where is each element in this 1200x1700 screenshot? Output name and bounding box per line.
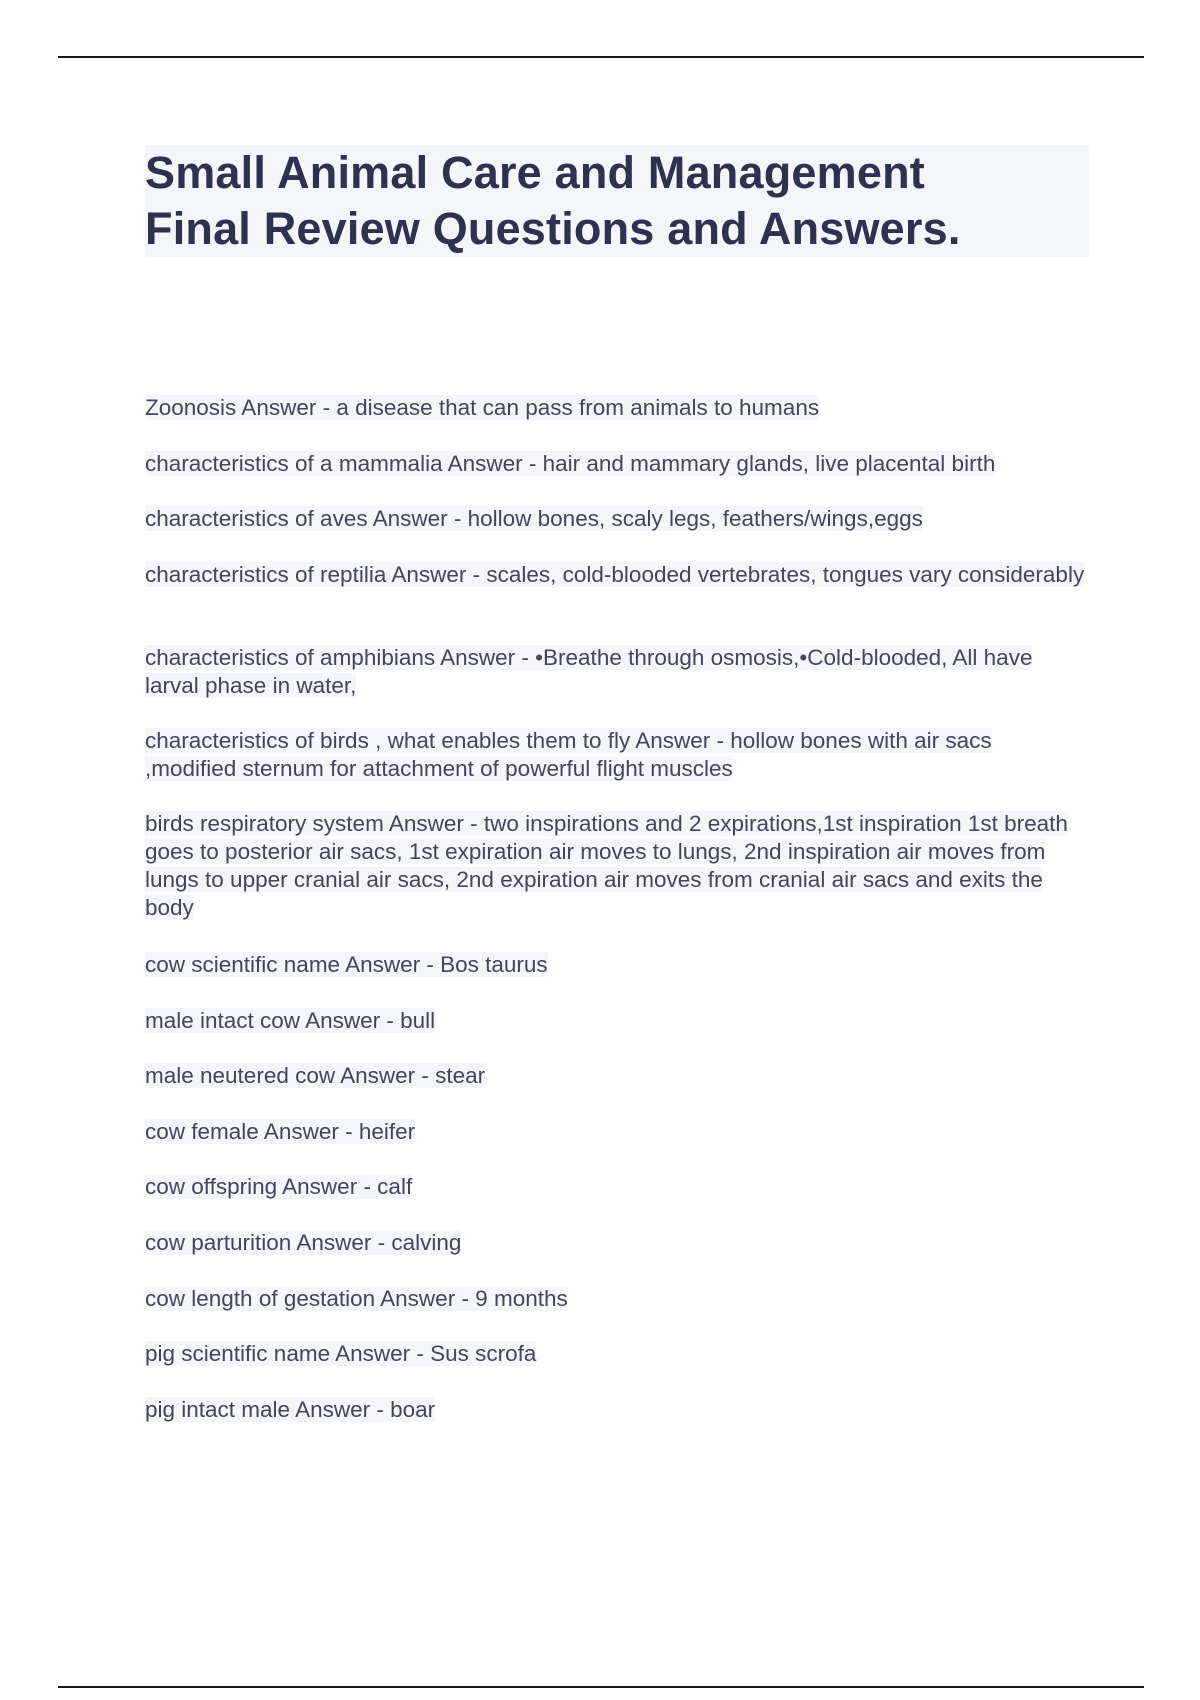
qa-item [145,505,1085,533]
qa-text: characteristics of reptilia Answer - scales, cold-blooded vertebrates, tongues vary considerably [145,562,1085,587]
qa-item [145,644,1085,700]
page-title [145,145,1089,257]
qa-item [145,1007,1085,1035]
qa-item [145,394,1085,422]
top-rule [58,56,1144,58]
qa-item [145,727,1085,783]
qa-text: cow scientific name Answer - Bos taurus [145,952,548,977]
qa-item [145,1229,1085,1257]
bottom-rule [58,1686,1144,1688]
title-line-1: Small Animal Care and Management [145,147,925,198]
qa-text: male neutered cow Answer - stear [145,1063,486,1088]
qa-text: pig intact male Answer - boar [145,1397,436,1422]
qa-text: birds respiratory system Answer - two inspirations and 2 expirations,1st inspiration 1st breath goes to posterior air sacs, 1st expiration air moves to lungs, 2nd inspiration air moves from lungs to upper cranial air sacs, 2nd expiration air moves from cranial air sacs and exits the body [145,811,1068,920]
qa-item [145,810,1085,922]
qa-text: cow offspring Answer - calf [145,1174,413,1199]
qa-text: Zoonosis Answer - a disease that can pass from animals to humans [145,395,820,420]
qa-item [145,561,1085,589]
qa-item [145,1340,1085,1368]
qa-item [145,1396,1085,1424]
title-block [145,145,1089,257]
qa-text: male intact cow Answer - bull [145,1008,436,1033]
qa-text: pig scientific name Answer - Sus scrofa [145,1341,537,1366]
qa-item [145,450,1085,478]
qa-text: characteristics of a mammalia Answer - hair and mammary glands, live placental birth [145,451,996,476]
qa-item [145,951,1085,979]
qa-text: characteristics of birds , what enables them to fly Answer - hollow bones with air sacs ,modified sternum for attachment of powerful flight muscles [145,728,992,781]
qa-text: cow female Answer - heifer [145,1119,416,1144]
qa-item [145,1118,1085,1146]
qa-item [145,1285,1085,1313]
title-line-2: Final Review Questions and Answers. [145,203,961,254]
qa-text: characteristics of amphibians Answer - •Breathe through osmosis,•Cold-blooded, All have larval phase in water, [145,645,1033,698]
qa-item [145,1062,1085,1090]
qa-item [145,1173,1085,1201]
qa-text: characteristics of aves Answer - hollow bones, scaly legs, feathers/wings,eggs [145,506,923,531]
qa-text: cow parturition Answer - calving [145,1230,462,1255]
qa-text: cow length of gestation Answer - 9 months [145,1286,568,1311]
